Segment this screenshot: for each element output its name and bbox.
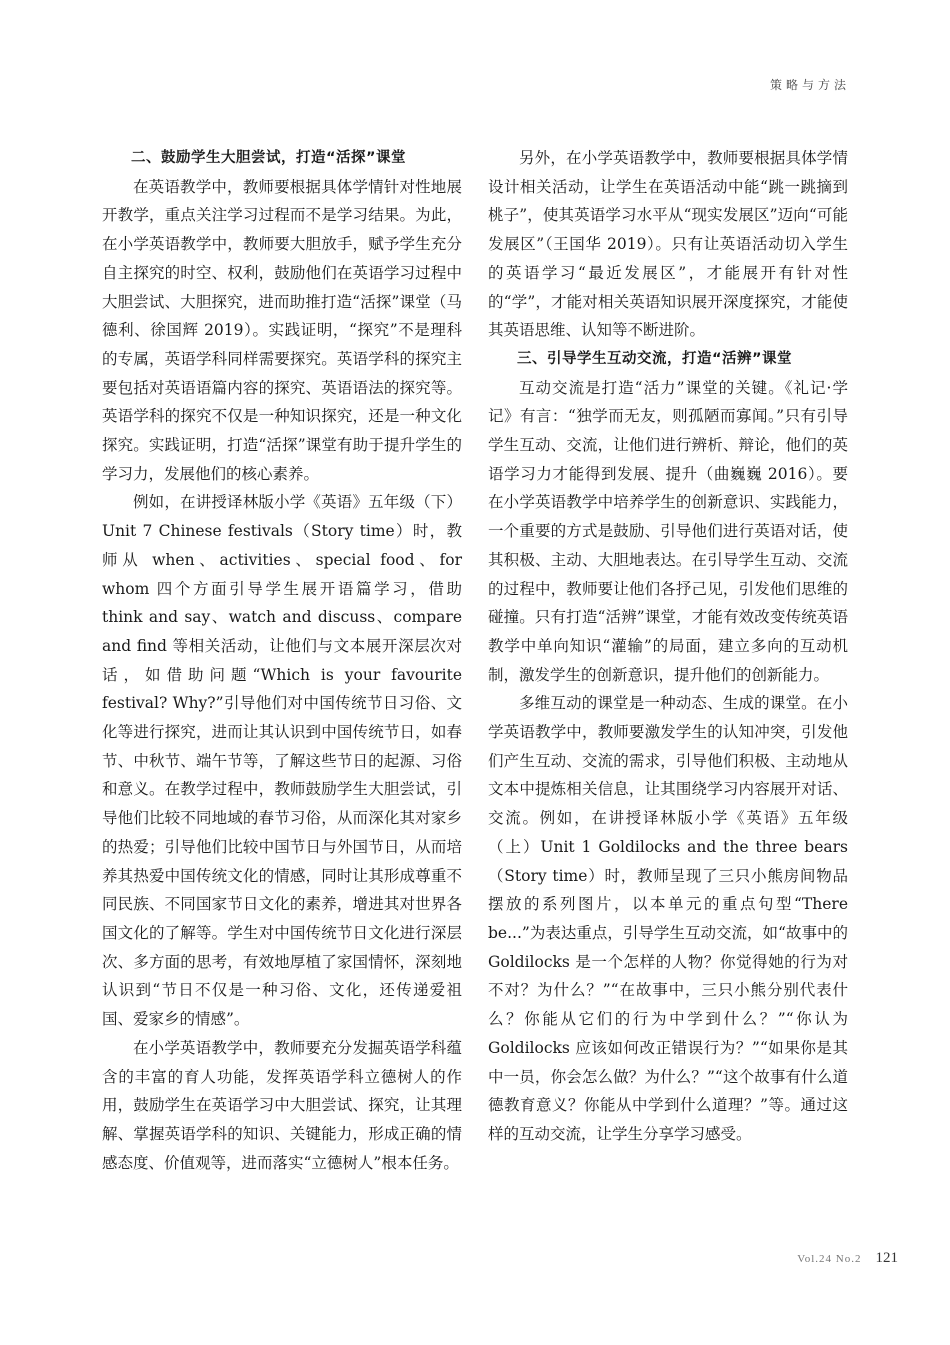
body-paragraph: 互动交流是打造“活力”课堂的关键。《礼记·学记》有言：“独学而无友，则孤陋而寡闻。”只有引导学生互动、交流，让他们进行辨析、辩论，他们的英语学习力才能得到发展、提升（曲巍巍 2016）。要在小学英语教学中培养学生的创新意识、实践能力，一个重要的方式是鼓励、引导他们进行英语对话，使其积极、主动、大胆地表达。在引导学生互动、交流的过程中，教师要让他们各抒己见，引发他们思维的碰撞。只有打造“活辨”课堂，才能有效改变传统英语教学中单向知识“灌输”的局面，建立多向的互动机制，激发学生的创新意识，提升他们的创新能力。 [488,378,848,684]
body-paragraph: 例如，在讲授译林版小学《英语》五年级（下）Unit 7 Chinese festivals（Story time）时，教师从 when、activities、special food、for whom 四个方面引导学生展开语篇学习，借助 think and say、watch and discuss、compare and find 等相关活动，让他们与文本展开深层次对话，如借助问题“Which is your favourite festival? Why?”引导他们对中国传统节日习俗、文化等进行探究，进而让其认识到中国传统节日，如春节、中秋节、端午节等，了解这些节日的起源、习俗和意义。在教学过程中，教师鼓励学生大胆尝试，引导他们比较不同地域的春节习俗，从而深化其对家乡的热爱；引导他们比较中国节日与外国节日，从而培养其热爱中国传统文化的情感，同时让其形成尊重不同民族、不同国家节日文化的素养，增进其对世界各国文化的了解等。学生对中国传统节日文化进行深层次、多方面的思考，有效地厚植了家国情怀，深刻地认识到“节日不仅是一种习俗、文化，还传递爱祖国、爱家乡的情感”。 [102,493,462,1029]
body-paragraph: 在小学英语教学中，教师要充分发掘英语学科蕴含的丰富的育人功能，发挥英语学科立德树人的作用，鼓励学生在英语学习中大胆尝试、探究，让其理解、掌握英语学科的知识、关键能力，形成正确的情感态度、价值观等，进而落实“立德树人”根本任务。 [102,1038,462,1172]
section-heading-3: 三、引导学生互动交流，打造“活辨”课堂 [517,350,793,367]
page-footer [797,1249,898,1267]
volume-issue: Vol.24 No.2 [797,1253,862,1265]
right-column [488,144,848,1149]
running-head: 策略与方法 [769,78,850,92]
body-paragraph: 多维互动的课堂是一种动态、生成的课堂。在小学英语教学中，教师要激发学生的认知冲突，引发他们产生互动、交流的需求，引导他们积极、主动地从文本中提炼相关信息，让其围绕学习内容展开对话、交流。例如，在讲授译林版小学《英语》五年级（上）Unit 1 Goldilocks and the three bears（Story time）时，教师呈现了三只小熊房间物品摆放的系列图片，以本单元的重点句型“There be...”为表达重点，引导学生互动交流，如“故事中的Goldilocks 是一个怎样的人物？你觉得她的行为对不对？为什么？”“在故事中，三只小熊分别代表什么？你能从它们的行为中学到什么？”“你认为 Goldilocks 应该如何改正错误行为？”“如果你是其中一员，你会怎么做？为什么？”“这个故事有什么道德教育意义？你能从中学到什么道理？”等。通过这样的互动交流，让学生分享学习感受。 [488,694,848,1143]
section-heading-2: 二、鼓励学生大胆尝试，打造“活探”课堂 [131,150,407,166]
body-paragraph: 在英语教学中，教师要根据具体学情针对性地展开教学，重点关注学习过程而不是学习结果。为此，在小学英语教学中，教师要大胆放手，赋予学生充分自主探究的时空、权利，鼓励他们在英语学习过程中大胆尝试、大胆探究，进而助推打造“活探”课堂（马德利、徐国辉 2019）。实践证明，“探究”不是理科的专属，英语学科同样需要探究。英语学科的探究主要包括对英语语篇内容的探究、英语语法的探究等。英语学科的探究不仅是一种知识探究，还是一种文化探究。实践证明，打造“活探”课堂有助于提升学生的学习力，发展他们的核心素养。 [102,177,462,483]
page-number: 121 [875,1250,898,1266]
left-column [102,144,462,1177]
body-paragraph: 另外，在小学英语教学中，教师要根据具体学情设计相关活动，让学生在英语活动中能“跳一跳摘到桃子”，使其英语学习水平从“现实发展区”迈向“可能发展区”（王国华 2019）。只有让英语活动切入学生的英语学习“最近发展区”，才能展开有针对性的“学”，才能对相关英语知识展开深度探究，才能使其英语思维、认知等不断进阶。 [488,149,848,340]
